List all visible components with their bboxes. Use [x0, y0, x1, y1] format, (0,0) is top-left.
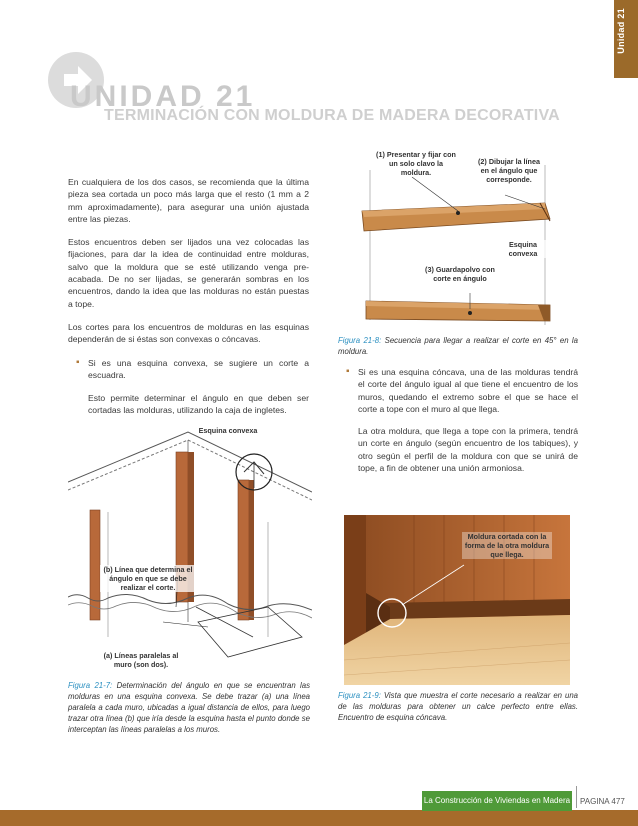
figure-21-7-label-b: (b) Línea que determina el ángulo en que se debe realizar el corte. [100, 565, 196, 592]
footer-book-tab [422, 791, 572, 811]
paragraph: La otra moldura, que llega a tope con la primera, tendrá un corte en ángulo (según encuentro de los tabiques), y otro según el perfil de la moldura con que se unirá de tope, a fin de obtener una unión armoniosa. [358, 426, 578, 474]
figure-21-8-label-1: (1) Presentar y fijar con un solo clavo la moldura. [376, 150, 456, 177]
unit-side-tab [614, 0, 638, 78]
figure-21-9-caption-label: Figura 21-9: [338, 691, 381, 700]
footer-divider [576, 786, 577, 808]
paragraph: Estos encuentros deben ser lijados una vez colocadas las fijaciones, para dar la idea de continuidad entre molduras, salvo que la moldura que se esté utilizando venga pre-acabada. De no ser lijadas, se generarán sombras en los encuentros, dando la idea que las molduras no están puestas a tope. [68, 237, 309, 309]
figure-21-8-caption-text: Secuencia para llegar a realizar el corte en 45° en la moldura. [338, 336, 578, 356]
footer-bar [0, 810, 638, 826]
figure-21-7-label-corner: Esquina convexa [196, 426, 260, 435]
figure-21-8-label-2: (2) Dibujar la línea en el ángulo que corresponde. [474, 157, 544, 184]
figure-21-9-caption [338, 690, 578, 723]
figure-21-8-label-corner: Esquina convexa [498, 240, 548, 258]
figure-21-9-label: Moldura cortada con la forma de la otra moldura que llega. [462, 532, 552, 559]
left-column-text [68, 176, 309, 428]
figure-21-7-caption [68, 680, 310, 735]
right-column-text [338, 366, 578, 484]
figure-21-7-label-a: (a) Líneas paralelas al muro (son dos). [100, 651, 182, 669]
figure-21-7-illustration [68, 422, 312, 672]
footer-book-title: La Construcción de Viviendas en Madera [423, 796, 571, 805]
figure-21-8-caption-label: Figura 21-8: [338, 336, 382, 345]
unit-side-tab-label: Unidad 21 [616, 8, 626, 54]
unit-title: UNIDAD 21 [70, 80, 256, 113]
bullet-item: ▪ Si es una esquina cóncava, una de las molduras tendrá el corte del ángulo igual al que tiene el encuentro de los muros, quedando el extremo sobre el que se hace el corte a tope con el muro al que llega. [346, 366, 578, 415]
figure-21-7-caption-label: Figura 21-7: [68, 681, 113, 690]
figure-21-8-label-3: (3) Guardapolvo con corte en ángulo [420, 265, 500, 283]
paragraph: Esto permite determinar el ángulo en que deben ser cortadas las molduras, utilizando la caja de ingletes. [88, 393, 309, 416]
footer-page-number: PAGINA 477 [580, 797, 625, 806]
unit-subtitle: TERMINACIÓN CON MOLDURA DE MADERA DECORATIVA [104, 107, 560, 124]
figure-21-8-caption [338, 335, 578, 357]
paragraph: Los cortes para los encuentros de molduras en las esquinas dependerán de si éstas son convexas o cóncavas. [68, 321, 309, 345]
paragraph: En cualquiera de los dos casos, se recomienda que la última pieza sea cortada un poco más larga que el resto (1 mm a 2 mm aproximadamente), para asegurar una unión ajustada entre las piezas. [68, 177, 309, 224]
figure-21-7-caption-text: Determinación del ángulo en que se encuentran las molduras en una esquina convexa. Se debe trazar (a) una línea paralela a cada muro, ubicadas a igual distancia de ellos, para luego trazar otra línea (b) que iría desde la esquina hasta el punto donde se interceptan las líneas paralelas a los muros. [68, 681, 310, 734]
figure-21-9-caption-text: Vista que muestra el corte necesario a realizar en una de las molduras para obtener un calce perfecto entre ellas. Encuentro de esquina cóncava. [338, 691, 578, 722]
bullet-item: ▪ Si es una esquina convexa, se sugiere un corte a escuadra. [76, 357, 309, 382]
